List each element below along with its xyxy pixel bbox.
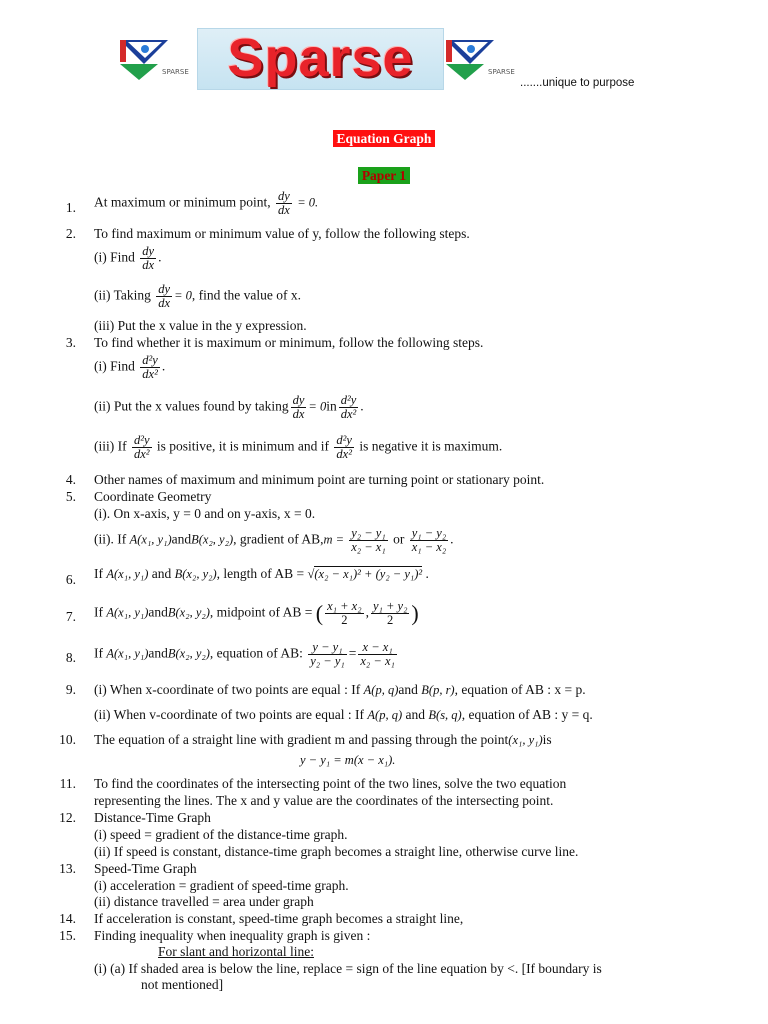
step-text: and bbox=[405, 707, 426, 722]
item-8: If A(x₁, y₁)andB(x₂, y₂), equation of AB: $\frac{\text{y − y₁}}{\text{y₂ − y₁}}$ = $\frac{\text{x − x₁}}{\text{x₂ − x₁}}$ bbox=[94, 640, 395, 668]
point-slope-equation: y − y₁ = m(x − x₁). bbox=[300, 753, 396, 767]
sparse-flag-logo-right bbox=[444, 38, 522, 82]
item-number: 9. bbox=[65, 682, 76, 697]
step-text: in bbox=[326, 398, 337, 414]
brand-name: Sparse bbox=[227, 28, 414, 88]
svg-text:SPARSE: SPARSE bbox=[162, 68, 189, 76]
d2y-dx2-fraction: $\frac{\text{d²y}}{\text{dx²}}$ bbox=[340, 393, 357, 421]
item-number: 6. bbox=[65, 572, 76, 587]
item-text: Coordinate Geometry bbox=[94, 489, 212, 504]
d2y-dx2-fraction: $\frac{\text{d²y}}{\text{dx²}}$ bbox=[142, 353, 158, 381]
item-text: Finding inequality when inequality graph is given : bbox=[94, 928, 371, 943]
paper-label: Paper 1 bbox=[358, 167, 410, 184]
item-number: 2. bbox=[65, 226, 76, 241]
item-3-ii: (ii) Put the x values found by taking $\frac{dy}{dx}$ = 0in $\frac{\text{d²y}}{\text{dx²}}$ . bbox=[94, 393, 364, 421]
item-text: To find whether it is maximum or minimum, follow the following steps. bbox=[94, 335, 484, 350]
item-number: 14. bbox=[59, 911, 76, 926]
item-6: If A(x₁, y₁) and B(x₂, y₂), length of AB = √(x₂ − x₁)² + (y₂ − y₁)² . bbox=[94, 566, 429, 581]
item-text: If acceleration is constant, speed-time graph becomes a straight line, bbox=[94, 911, 464, 926]
item-text: (ii) distance travelled = area under graph bbox=[94, 894, 314, 909]
step-text: , find the value of x. bbox=[191, 287, 302, 303]
item-text: (i). On x-axis, y = 0 and on y-axis, x = 0. bbox=[94, 506, 316, 521]
step-text: or bbox=[393, 531, 405, 547]
step-text: If bbox=[94, 604, 103, 620]
item-number: 5. bbox=[65, 489, 76, 504]
item-2-ii: (ii) Taking $\frac{dy}{dx}$ = 0, find the value of x. bbox=[94, 282, 302, 310]
item-text: Speed-Time Graph bbox=[94, 861, 197, 876]
step-text: , midpoint of AB = bbox=[209, 604, 313, 620]
step-text: If bbox=[94, 566, 103, 581]
d2y-dx2-fraction: $\frac{\text{d²y}}{\text{dx²}}$ bbox=[336, 433, 352, 461]
step-text: The equation of a straight line with gradient m and passing through the point bbox=[94, 732, 509, 747]
item-2-i: (i) Find $\frac{dy}{dx}$ . bbox=[94, 244, 162, 272]
item-number: 13. bbox=[59, 861, 76, 876]
item-number: 1. bbox=[65, 200, 76, 215]
dy-dx-fraction: $\frac{dy}{dx}$ bbox=[142, 244, 155, 272]
step-label: (ii) Put the x values found by taking bbox=[94, 398, 289, 414]
item-9-i: (i) When x-coordinate of two points are equal : If A(p, q)and B(p, r), equation of AB : x = p. bbox=[94, 682, 586, 697]
step-text: , length of AB = bbox=[216, 566, 305, 581]
midpoint-y: $\frac{\text{y₁ + y₂}}{2}$ bbox=[372, 599, 408, 627]
brand-banner bbox=[197, 28, 444, 90]
step-text: is bbox=[542, 732, 552, 747]
item-text: (i) acceleration = gradient of speed-time graph. bbox=[94, 878, 349, 893]
step-text: (i) When x-coordinate of two points are equal : If bbox=[94, 682, 361, 697]
line-eq-lhs: $\frac{\text{y − y₁}}{\text{y₂ − y₁}}$ bbox=[310, 640, 345, 668]
item-text: To find the coordinates of the intersecting point of the two lines, solve the two equation bbox=[94, 776, 567, 791]
subheading: For slant and horizontal line: bbox=[158, 944, 314, 959]
step-label: (ii). If bbox=[94, 531, 127, 547]
step-text: , equation of AB: bbox=[209, 645, 303, 661]
item-text: (i) (a) If shaded area is below the line, replace = sign of the line equation by <. [If boundary is bbox=[94, 961, 602, 976]
tagline: .......unique to purpose bbox=[520, 77, 635, 89]
item-10: The equation of a straight line with gradient m and passing through the point(x₁, y₁)is bbox=[94, 732, 552, 747]
dy-dx-fraction: $\frac{dy}{dx}$ bbox=[158, 282, 171, 310]
step-text: is negative it is maximum. bbox=[359, 438, 503, 454]
item-number: 15. bbox=[59, 928, 76, 943]
item-3-iii bbox=[94, 434, 502, 461]
item-7: If A(x₁, y₁)andB(x₂, y₂), midpoint of AB = ( $\frac{\text{x₁ + x₂}}{2}$ , $\frac{\text{y₁ + y₂}}{2}$ ) bbox=[94, 599, 419, 627]
item-3-i: (i) Find $\frac{\text{d²y}}{\text{dx²}}$ . bbox=[94, 353, 166, 381]
step-label: (iii) If bbox=[94, 438, 127, 454]
gradient-fraction-alt: $\frac{\text{y₁ − y₂}}{\text{x₁ − x₂}}$ bbox=[411, 526, 447, 554]
item-text: At maximum or minimum point, bbox=[94, 194, 271, 210]
item-text: Distance-Time Graph bbox=[94, 810, 211, 825]
step-text: is positive, it is minimum and if bbox=[156, 438, 330, 454]
line-eq-rhs: $\frac{\text{x − x₁}}{\text{x₂ − x₁}}$ bbox=[360, 640, 395, 668]
step-label: (ii) Taking bbox=[94, 287, 151, 303]
step-label: (i) Find bbox=[94, 249, 135, 265]
gradient-fraction: $\frac{\text{y₂ − y₁}}{\text{x₂ − x₁}}$ bbox=[351, 526, 386, 554]
item-9-ii: (ii) When v-coordinate of two points are equal : If A(p, q) and B(s, q), equation of AB : y = q. bbox=[94, 707, 593, 722]
item-text: (iii) Put the x value in the y expression. bbox=[94, 318, 307, 333]
item-number: 7. bbox=[65, 609, 76, 624]
item-text: (ii) If speed is constant, distance-time graph becomes a straight line, otherwise curve line. bbox=[94, 844, 579, 859]
dy-dx-fraction: $\frac{dy}{dx}$ bbox=[292, 393, 305, 421]
item-5-ii: (ii). If A(x₁, y₁)andB(x₂, y₂), gradient of AB,m = $\frac{\text{y₂ − y₁}}{\text{x₂ − x₁}}$ or $\frac{\text{y₁ − y₂}}{\text{x₁ − x₂}}$ . bbox=[94, 526, 454, 554]
item-number: 8. bbox=[65, 650, 76, 665]
step-text: (ii) When v-coordinate of two points are equal : If bbox=[94, 707, 365, 722]
item-text: representing the lines. The x and y value are the coordinates of the intersecting point. bbox=[94, 793, 554, 808]
step-text: , equation of AB : y = q. bbox=[461, 707, 593, 722]
item-number: 10. bbox=[59, 732, 76, 747]
item-text: Other names of maximum and minimum point are turning point or stationary point. bbox=[94, 472, 545, 487]
item-number: 12. bbox=[59, 810, 76, 825]
item-text: (i) speed = gradient of the distance-time graph. bbox=[94, 827, 348, 842]
d2y-dx2-fraction: $\frac{\text{d²y}}{\text{dx²}}$ bbox=[134, 433, 150, 461]
item-number: 3. bbox=[65, 335, 76, 350]
item-number: 11. bbox=[59, 776, 76, 791]
item-1: At maximum or minimum point, $\frac{dy}{dx}$ = 0. bbox=[94, 189, 319, 217]
item-text: To find maximum or minimum value of y, follow the following steps. bbox=[94, 226, 470, 241]
step-text: and bbox=[398, 682, 418, 697]
distance-formula: √(x₂ − x₁)² + (y₂ − y₁)² bbox=[307, 567, 423, 581]
dy-dx-fraction: $\frac{dy}{dx}$ bbox=[278, 189, 290, 217]
step-text: If bbox=[94, 645, 103, 661]
svg-text:SPARSE: SPARSE bbox=[488, 68, 515, 76]
step-text: , equation of AB : x = p. bbox=[454, 682, 586, 697]
midpoint-x: $\frac{\text{x₁ + x₂}}{2}$ bbox=[327, 599, 362, 627]
step-label: (i) Find bbox=[94, 358, 135, 374]
sparse-flag-logo-left bbox=[118, 38, 196, 82]
item-text: not mentioned] bbox=[141, 977, 224, 992]
step-text: and bbox=[151, 566, 172, 581]
page-title: Equation Graph bbox=[333, 130, 436, 147]
step-text: , gradient of AB, bbox=[233, 531, 324, 547]
item-number: 4. bbox=[65, 472, 76, 487]
